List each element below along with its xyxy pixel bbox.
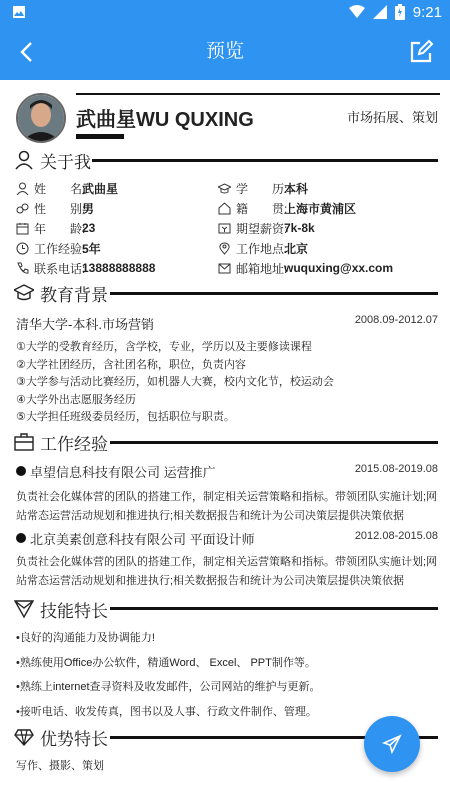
info-salary: 期望薪资: 7k-8k: [218, 218, 315, 238]
gender-icon: [16, 202, 29, 215]
user-icon: [16, 182, 29, 195]
diamond-icon: [14, 727, 34, 747]
list-item: •接听电话、收发传真，图书以及人事、行政文件制作、管理。: [16, 705, 317, 718]
grad-cap-icon: [218, 182, 231, 195]
send-icon: [382, 734, 402, 754]
job-2-description: 负责社会化媒体营的团队的搭建工作，制定相关运营策略和指标。带领团队实施计划;网站常态运营活动规划和推进执行;相关数据报告和统计为公司决策层提供决策依据: [16, 556, 438, 587]
app-bar: [0, 24, 450, 80]
section-about-title: 关于我: [14, 148, 91, 172]
salary-icon: [218, 222, 231, 235]
status-bar: [0, 0, 450, 24]
send-fab-button[interactable]: [364, 716, 420, 772]
job-1-description: 负责社会化媒体营的团队的搭建工作，制定相关运营策略和指标。带领团队实施计划;网站常态运营活动规划和推进执行;相关数据报告和统计为公司决策层提供决策依据: [16, 491, 438, 522]
wifi-icon: [349, 5, 365, 19]
bullet-dot: [16, 466, 26, 476]
list-item: ②大学社团经历，含社团名称，职位，负责内容: [16, 358, 246, 371]
person-icon: [14, 150, 34, 170]
clock-icon: [16, 242, 29, 255]
bullet-dot: [16, 533, 26, 543]
info-gender: 性 别: 男: [16, 198, 94, 218]
section-about-line: [92, 159, 438, 162]
section-work-line: [110, 441, 438, 444]
info-education: 学 历: 本科: [218, 178, 308, 198]
edit-icon[interactable]: [408, 39, 434, 65]
resume-name: 武曲星WU QUXING: [76, 109, 254, 131]
phone-icon: [16, 262, 29, 275]
info-email: 邮箱地址: wuquxing@xx.com: [218, 258, 393, 278]
school-date: 2008.09-2012.07: [354, 314, 438, 326]
info-experience: 工作经验: 5年: [16, 238, 101, 258]
info-phone: 联系电话: 13888888888: [16, 258, 155, 278]
list-item: •熟练上internet查寻资料及收发邮件，公司网站的维护与更新。: [16, 681, 321, 693]
section-education-title: 教育背景: [14, 281, 108, 305]
info-name: 姓 名: 武曲星: [16, 178, 118, 198]
list-item: ⑤大学担任班级委员经历，包括职位与职责。: [16, 411, 235, 423]
job-2-company: 北京美素创意科技有限公司 平面设计师: [30, 532, 255, 547]
info-hometown: 籍 贯: 上海市黄浦区: [218, 198, 356, 218]
section-advantages-title: 优势特长: [14, 725, 108, 749]
list-item: •良好的沟通能力及协调能力!: [16, 632, 155, 644]
section-work-title: 工作经验: [14, 430, 108, 454]
school-name: 清华大学-本科.市场营销: [16, 317, 154, 332]
desired-position: 市场拓展、策划: [346, 110, 438, 125]
briefcase-icon: [14, 432, 34, 452]
header-top-line: [76, 93, 440, 95]
skills-list: [16, 626, 321, 724]
image-notification-icon: [12, 5, 26, 19]
signal-icon: [373, 5, 387, 19]
avatar: [16, 93, 66, 143]
section-education-line: [110, 292, 438, 295]
grad-cap-icon: [14, 283, 34, 303]
page-title: 预览: [205, 41, 244, 62]
battery-icon: [395, 4, 405, 20]
info-location: 工作地点: 北京: [218, 238, 308, 258]
job-2-date: 2012.08-2015.08: [354, 530, 438, 542]
section-skills-title: 技能特长: [14, 597, 108, 621]
section-skills-line: [110, 607, 438, 610]
education-school-row: [16, 314, 438, 332]
job-1-company: 卓望信息科技有限公司 运营推广: [30, 465, 216, 480]
diamond-send-icon: [14, 599, 34, 619]
name-underline: [76, 134, 124, 139]
list-item: ④大学外出志愿服务经历: [16, 393, 136, 406]
job-2-header: [16, 529, 438, 549]
calendar-icon: [16, 222, 29, 235]
education-list: [16, 339, 334, 427]
mail-icon: [218, 262, 231, 275]
advantages-text: 写作、摄影、策划: [16, 760, 104, 772]
job-1-date: 2015.08-2019.08: [354, 463, 438, 475]
location-icon: [218, 242, 231, 255]
list-item: ③大学参与活动比赛经历，如机器人大赛，校内文化节，校运动会: [16, 376, 334, 388]
home-icon: [218, 202, 231, 215]
list-item: ①大学的受教育经历，含学校，专业，学历以及主要修读课程: [16, 341, 312, 353]
list-item: •熟练使用Office办公软件，精通Word、 Excel、 PPT制作等。: [16, 656, 316, 669]
info-age: 年 龄: 23: [16, 218, 95, 238]
job-1-header: [16, 462, 438, 482]
status-time: 9:21: [412, 3, 442, 21]
